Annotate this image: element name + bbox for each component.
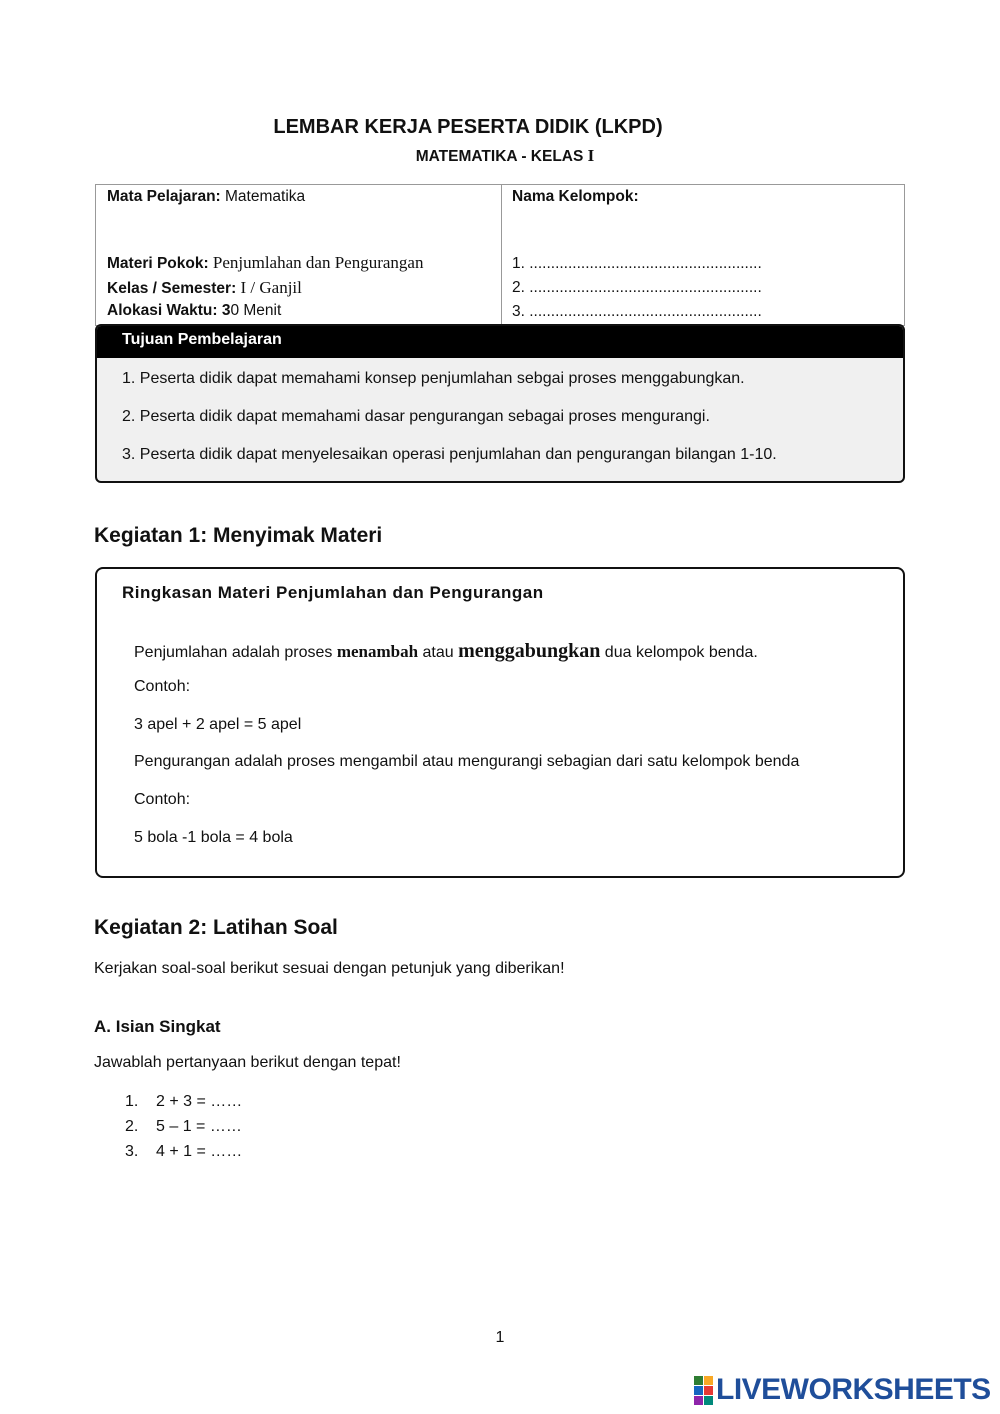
section-a-heading: A. Isian Singkat [94,1017,221,1036]
logo-square [694,1386,703,1395]
logo-square [704,1376,713,1385]
materi-box-title: Ringkasan Materi Penjumlahan dan Pengurangan [122,583,544,602]
subtitle-roman: I [587,146,595,165]
question-item[interactable]: 4 + 1 = …… [156,1143,243,1160]
kegiatan1-heading: Kegiatan 1: Menyimak Materi [94,524,383,547]
materi-example-1: 3 apel + 2 apel = 5 apel [134,716,302,733]
mapel-cell [107,188,305,206]
materi-contoh-2: Contoh: [134,791,191,808]
kelompok-label: Nama Kelompok: [512,188,639,205]
materi-value: Penjumlahan dan Pengurangan [208,253,424,272]
logo-square [694,1376,703,1385]
question-item[interactable]: 5 – 1 = …… [156,1118,242,1135]
materi-contoh-1: Contoh: [134,678,191,695]
kelompok-line-1[interactable]: 1. ...................................................... [512,255,762,272]
page-subtitle [0,146,1000,166]
kelompok-line-2[interactable]: 2. ...................................................... [512,279,762,296]
kelas-cell [107,278,302,298]
kegiatan2-instruction: Kerjakan soal-soal berikut sesuai dengan petunjuk yang diberikan! [94,960,565,977]
materi-label: Materi Pokok: [107,255,209,272]
logo-mark-icon [694,1376,713,1405]
logo-text: LIVEWORKSHEETS [716,1373,991,1406]
materi-line-pengurangan: Pengurangan adalah proses mengambil atau mengurangi sebagian dari satu kelompok benda [134,753,800,770]
materi-cell [107,253,423,273]
section-a-instruction: Jawablah pertanyaan berikut dengan tepat! [94,1054,401,1071]
kelas-value-roman: I / Ganjil [236,278,302,297]
emphasis-menggabungkan: menggabungkan [458,640,601,662]
logo-square [704,1396,713,1405]
mapel-value: Matematika [220,188,306,205]
alokasi-value: 0 Menit [230,302,282,319]
emphasis-menambah: menambah [336,642,419,661]
page-number: 1 [495,1329,505,1346]
alokasi-cell [107,302,281,320]
tujuan-item: 1. Peserta didik dapat memahami konsep penjumlahan sebgai proses menggabungkan. [122,370,745,387]
kegiatan2-heading: Kegiatan 2: Latihan Soal [94,916,338,939]
tujuan-item: 3. Peserta didik dapat menyelesaikan operasi penjumlahan dan pengurangan bilangan 1-10. [122,446,777,463]
question-number: 3. [125,1143,139,1160]
logo-square [704,1386,713,1395]
mapel-label: Mata Pelajaran: [107,188,221,205]
subtitle-text: MATEMATIKA - KELAS [415,148,588,165]
info-table [95,184,905,326]
materi-line-penjumlahan: Penjumlahan adalah proses menambah atau menggabungkan dua kelompok benda. [134,640,758,662]
materi-example-2: 5 bola -1 bola = 4 bola [134,829,293,846]
question-number: 1. [125,1093,139,1110]
liveworksheets-logo[interactable] [694,1374,991,1406]
question-item[interactable]: 2 + 3 = …… [156,1093,243,1110]
logo-square [694,1396,703,1405]
tujuan-box [95,324,905,483]
tujuan-heading: Tujuan Pembelajaran [97,326,903,358]
kelas-label: Kelas / Semester: [107,280,237,297]
materi-box [95,567,905,878]
page-title: LEMBAR KERJA PESERTA DIDIK (LKPD) [273,116,663,138]
question-number: 2. [125,1118,139,1135]
table-divider [501,185,502,325]
alokasi-label: Alokasi Waktu: 3 [107,302,231,319]
kelompok-line-3[interactable]: 3. ...................................................... [512,303,762,320]
tujuan-item: 2. Peserta didik dapat memahami dasar pengurangan sebagai proses mengurangi. [122,408,710,425]
